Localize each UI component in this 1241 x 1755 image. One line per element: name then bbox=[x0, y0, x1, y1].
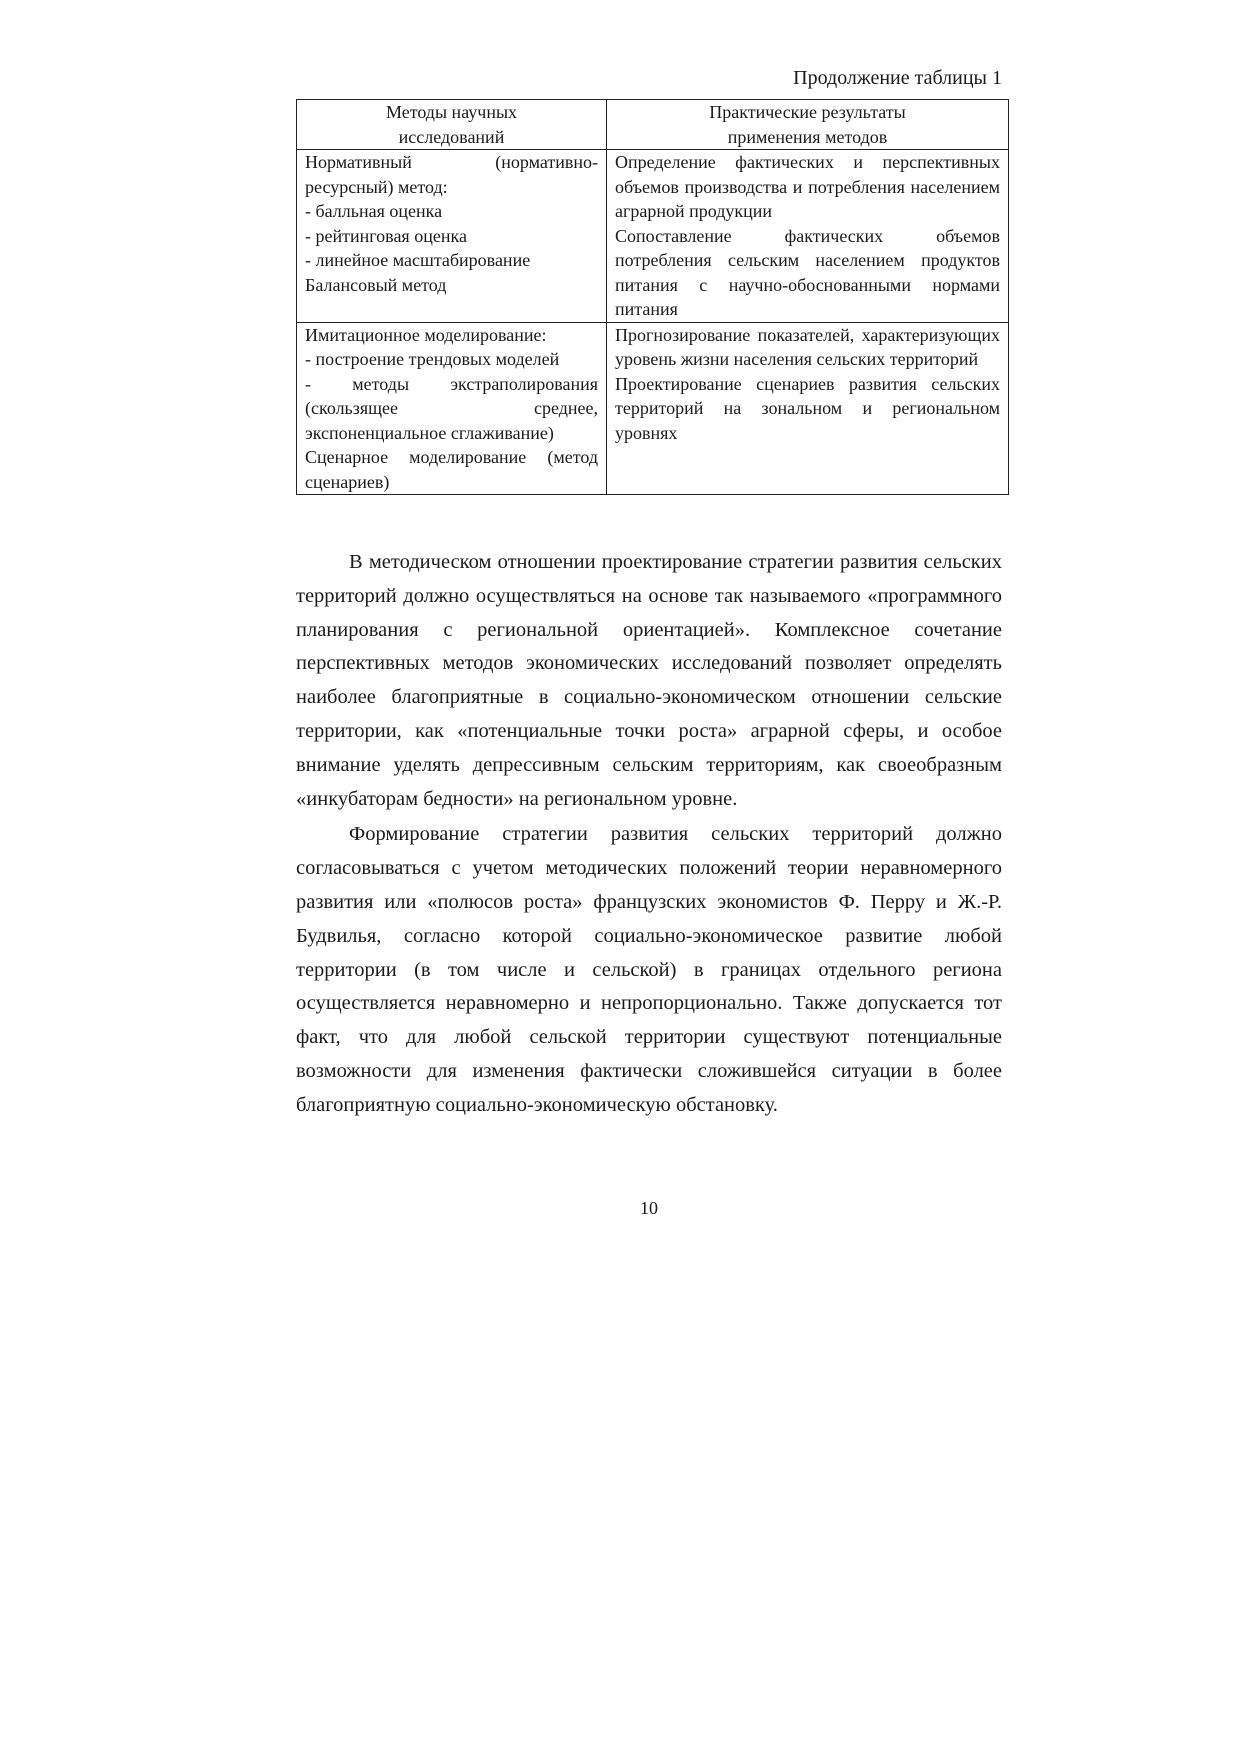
method-line: - методы экстраполирования (скользящее среднее, экспоненциальное сглаживание) bbox=[305, 373, 598, 443]
table-row bbox=[297, 322, 1009, 495]
method-line: Балансовый метод bbox=[305, 274, 447, 295]
results-cell bbox=[607, 322, 1009, 495]
methods-cell bbox=[297, 150, 607, 323]
methods-table bbox=[296, 99, 1009, 495]
body-text bbox=[296, 546, 1002, 1125]
result-line: Прогнозирование показателей, характеризующих уровень жизни населения сельских территорий bbox=[615, 324, 1000, 369]
method-line: Имитационное моделирование: bbox=[305, 324, 547, 345]
result-line: Сопоставление фактических объемов потребления сельским населением продуктов питания с научно-обоснованными нормами питания bbox=[615, 225, 1000, 319]
method-line: - балльная оценка bbox=[305, 201, 443, 221]
method-line: Сценарное моделирование (метод сценариев) bbox=[305, 447, 598, 492]
paragraph: В методическом отношении проектирование стратегии развития сельских территорий должно осуществляться на основе так называемого «программного планирования с региональной ориентацией». Комплексное сочетание перспективных методов экономических исследований позволяет определять наиболее благоприятные в социально-экономическом отношении сельские территории, как «потенциальные точки роста» аграрной сферы, и особое внимание уделять депрессивным сельским территориям, как своеобразным «инкубаторам бедности» на региональном уровне. bbox=[296, 551, 1002, 810]
header-methods: Методы научных исследований bbox=[297, 100, 607, 150]
header-results: Практические результаты применения методов bbox=[607, 100, 1009, 150]
table-continuation-label: Продолжение таблицы 1 bbox=[793, 67, 1002, 89]
results-cell bbox=[607, 150, 1009, 323]
paragraph: Формирование стратегии развития сельских территорий должно согласовываться с учетом методических положений теории неравномерного развития или «полюсов роста» французских экономистов Ф. Перру и Ж.-Р. Будвилья, согласно которой социально-экономическое развитие любой территории (в том числе и сельской) в границах отдельного региона осуществляется неравномерно и непропорционально. Также допускается тот факт, что для любой сельской территории существуют потенциальные возможности для изменения фактически сложившейся ситуации в более благоприятную социально-экономическую обстановку. bbox=[296, 823, 1002, 1116]
result-line: Определение фактических и перспективных объемов производства и потребления населением аграрной продукции bbox=[615, 152, 1000, 221]
page-number: 10 bbox=[640, 1198, 658, 1218]
methods-cell bbox=[297, 322, 607, 495]
method-line: Нормативный (нормативно-ресурсный) метод: bbox=[305, 152, 598, 197]
method-line: - построение трендовых моделей bbox=[305, 349, 560, 369]
result-line: Проектирование сценариев развития сельских территорий на зональном и региональном уровнях bbox=[615, 373, 1000, 443]
method-line: - линейное масштабирование bbox=[305, 250, 531, 270]
table-row bbox=[297, 150, 1009, 323]
method-line: - рейтинговая оценка bbox=[305, 225, 467, 246]
table-header-row bbox=[297, 100, 1009, 150]
